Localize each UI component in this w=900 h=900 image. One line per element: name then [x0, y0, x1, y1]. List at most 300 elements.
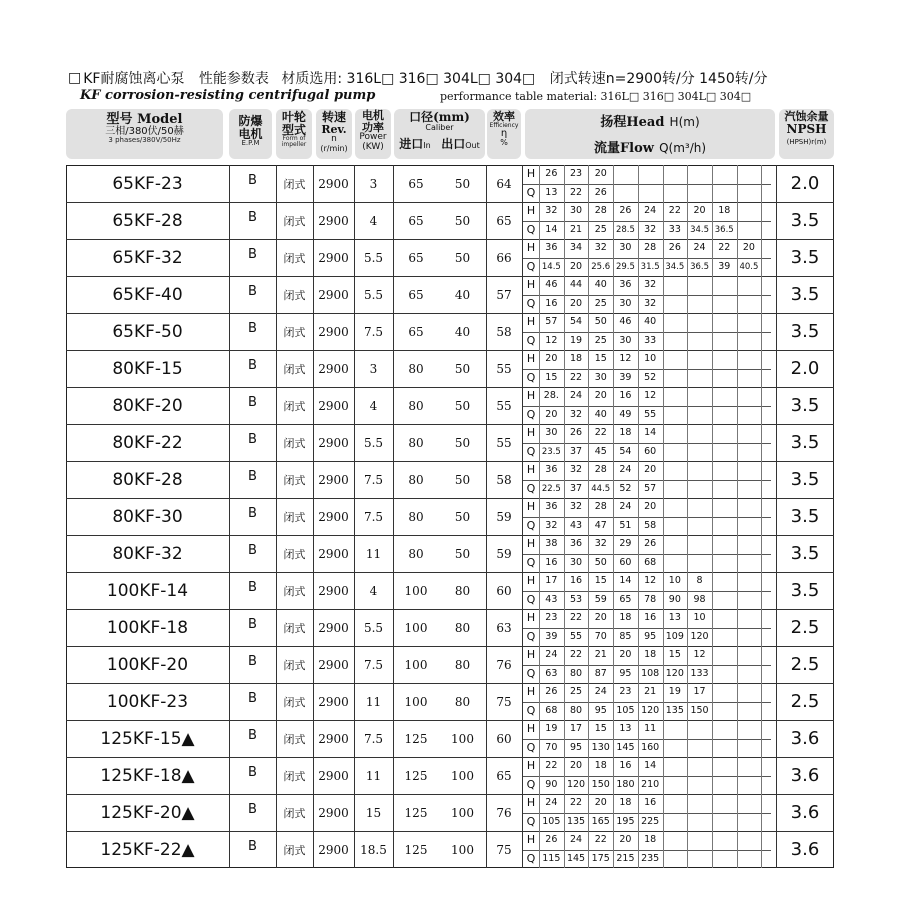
cell-eff: 75	[496, 694, 512, 709]
cell-impeller: 闭式	[283, 584, 306, 598]
row-label-q: Q	[526, 777, 536, 791]
flow-value: 36.5	[714, 224, 734, 235]
cell-impeller: 闭式	[283, 621, 306, 635]
cell-npsh: 3.6	[790, 839, 820, 860]
head-value: 22	[668, 205, 681, 216]
head-value: 26	[569, 427, 583, 438]
head-value: 12	[619, 353, 632, 364]
cell-eff: 58	[496, 472, 512, 487]
cell-out: 50	[454, 546, 471, 561]
flow-value: 55	[569, 630, 583, 642]
cell-out: 50	[454, 509, 471, 524]
flow-value: 135	[665, 704, 684, 716]
flow-value: 70	[594, 630, 607, 642]
head-value: 32	[569, 464, 583, 475]
flow-value: 145	[616, 741, 635, 753]
flow-value: 120	[566, 778, 586, 790]
cell-out: 80	[454, 694, 471, 709]
row-label-q: Q	[526, 444, 536, 458]
cell-model: 100KF-14	[106, 580, 189, 601]
flow-value: 80	[569, 667, 583, 679]
cell-out: 50	[454, 176, 471, 191]
flow-value: 25	[594, 297, 607, 309]
head-flow-grid	[523, 646, 771, 683]
head-flow-grid	[523, 609, 771, 646]
row-label-q: Q	[526, 851, 536, 865]
header-model-sub2: 3 phases/380V/50Hz	[108, 136, 181, 145]
flow-value: 34.5	[690, 224, 709, 235]
header-epm-en: E.P.M	[241, 139, 260, 148]
header-head-cn: 扬程Head	[600, 115, 665, 130]
cell-epm: B	[248, 802, 257, 817]
head-value: 20	[545, 353, 558, 364]
flow-value: 105	[616, 704, 635, 716]
title-line	[68, 68, 878, 90]
row-label-q: Q	[526, 296, 536, 310]
cell-in: 100	[404, 620, 428, 635]
cell-model: 65KF-28	[112, 210, 183, 231]
row-label-h: H	[526, 426, 536, 439]
cell-npsh: 2.5	[790, 691, 820, 712]
flow-value: 95	[594, 704, 607, 716]
cell-out: 80	[454, 583, 471, 598]
flow-value: 95	[644, 630, 657, 642]
cell-epm: B	[248, 321, 257, 336]
head-value: 32	[594, 242, 607, 253]
flow-value: 109	[665, 630, 684, 642]
cell-epm: B	[248, 210, 257, 225]
cell-power: 5.5	[363, 620, 384, 635]
flow-value: 26	[594, 186, 607, 198]
flow-value: 39	[619, 371, 632, 383]
head-flow-grid	[523, 572, 771, 609]
cell-npsh: 3.5	[790, 506, 820, 527]
flow-value: 150	[690, 704, 709, 716]
flow-value: 85	[619, 630, 632, 642]
header-eff-unit: %	[500, 138, 508, 148]
head-value: 32	[569, 501, 583, 512]
head-value: 54	[569, 316, 583, 327]
flow-value: 145	[566, 852, 586, 864]
header-eff-cn: 效率	[493, 110, 515, 123]
cell-epm: B	[248, 173, 257, 188]
cell-impeller: 闭式	[283, 436, 306, 450]
flow-value: 90	[545, 778, 558, 790]
header-epm	[229, 109, 272, 159]
row-label-h: H	[526, 537, 536, 550]
cell-in: 80	[408, 509, 424, 524]
row-label-h: H	[526, 500, 536, 513]
head-flow-grid	[523, 720, 771, 757]
cell-power: 5.5	[363, 250, 384, 265]
flow-value: 39	[718, 260, 731, 272]
row-label-q: Q	[526, 740, 536, 754]
row-label-h: H	[526, 796, 536, 809]
head-flow-grid	[523, 313, 771, 350]
cell-model: 80KF-20	[112, 395, 183, 416]
head-value: 16	[619, 390, 632, 401]
head-value: 22	[569, 612, 583, 623]
flow-value: 195	[616, 815, 635, 827]
head-value: 23	[545, 612, 558, 623]
cell-rev: 2900	[318, 768, 349, 783]
cell-power: 15	[365, 805, 382, 820]
head-value: 24	[545, 649, 558, 660]
cell-impeller: 闭式	[283, 251, 306, 265]
cell-power: 7.5	[363, 472, 384, 487]
head-value: 19	[668, 686, 681, 697]
header-caliber-in-en: In	[423, 140, 431, 150]
cell-epm: B	[248, 617, 257, 632]
head-value: 13	[619, 723, 632, 734]
cell-out: 50	[454, 398, 471, 413]
flow-value: 32	[644, 297, 657, 309]
flow-value: 63	[545, 667, 558, 679]
head-value: 22	[569, 649, 583, 660]
cell-epm: B	[248, 839, 257, 854]
cell-out: 50	[454, 435, 471, 450]
flow-value: 49	[619, 408, 632, 420]
cell-rev: 2900	[318, 731, 349, 746]
header-rev-unit: (r/min)	[320, 143, 348, 153]
cell-power: 5.5	[363, 287, 384, 302]
flow-value: 133	[690, 667, 709, 679]
head-value: 20	[594, 797, 607, 808]
cell-impeller: 闭式	[283, 288, 306, 302]
cell-out: 80	[454, 657, 471, 672]
cell-eff: 55	[496, 398, 512, 413]
cell-npsh: 3.6	[790, 802, 820, 823]
head-value: 18	[644, 649, 657, 660]
cell-eff: 75	[496, 842, 512, 857]
title-main: KF耐腐蚀离心泵	[83, 71, 185, 87]
cell-npsh: 3.5	[790, 321, 820, 342]
flow-value: 36.5	[690, 261, 709, 272]
cell-in: 80	[408, 398, 424, 413]
flow-value: 45	[594, 445, 607, 457]
flow-value: 30	[619, 334, 632, 346]
head-value: 20	[742, 242, 755, 253]
row-label-h: H	[526, 685, 536, 698]
cell-out: 100	[451, 842, 474, 857]
head-value: 16	[644, 612, 657, 623]
flow-value: 20	[545, 408, 558, 420]
header-head-flow	[525, 109, 775, 159]
flow-value: 21	[569, 223, 583, 235]
flow-value: 60	[644, 445, 657, 457]
flow-value: 52	[644, 371, 657, 383]
cell-in: 65	[408, 250, 424, 265]
cell-impeller: 闭式	[283, 473, 306, 487]
row-label-q: Q	[526, 259, 536, 273]
head-value: 46	[545, 279, 558, 290]
cell-model: 80KF-15	[112, 358, 183, 379]
cell-in: 80	[408, 472, 424, 487]
head-value: 32	[594, 538, 607, 549]
flow-value: 40	[594, 408, 607, 420]
head-value: 21	[644, 686, 657, 697]
head-value: 15	[594, 353, 607, 364]
head-flow-grid	[523, 757, 771, 794]
flow-value: 32	[545, 519, 558, 531]
cell-model: 125KF-18▲	[100, 765, 195, 786]
head-value: 28	[644, 242, 657, 253]
cell-power: 5.5	[363, 435, 384, 450]
header-npsh-unit: (HPSH)r(m)	[786, 138, 827, 147]
cell-eff: 60	[496, 731, 512, 746]
row-label-h: H	[526, 648, 536, 661]
cell-model: 80KF-22	[112, 432, 183, 453]
head-value: 15	[594, 575, 607, 586]
head-value: 26	[545, 168, 558, 179]
head-value: 28	[594, 205, 607, 216]
cell-model: 125KF-20▲	[100, 802, 195, 823]
cell-out: 40	[454, 324, 471, 339]
cell-power: 3	[369, 176, 378, 191]
cell-impeller: 闭式	[283, 695, 306, 709]
cell-npsh: 2.0	[790, 173, 820, 194]
cell-model: 100KF-18	[106, 617, 189, 638]
row-label-h: H	[526, 204, 536, 217]
cell-rev: 2900	[318, 176, 349, 191]
header-power-unit: (KW)	[362, 141, 384, 152]
head-value: 28	[594, 464, 607, 475]
cell-power: 7.5	[363, 657, 384, 672]
head-value: 40	[594, 279, 607, 290]
cell-npsh: 3.5	[790, 432, 820, 453]
cell-power: 4	[369, 398, 378, 413]
head-value: 19	[545, 723, 558, 734]
header-npsh	[779, 109, 834, 159]
head-value: 38	[545, 538, 558, 549]
cell-impeller: 闭式	[283, 806, 306, 820]
cell-eff: 65	[496, 768, 512, 783]
flow-value: 68	[644, 556, 657, 568]
cell-impeller: 闭式	[283, 732, 306, 746]
head-value: 30	[569, 205, 583, 216]
head-value: 20	[619, 649, 632, 660]
flow-value: 215	[616, 852, 635, 864]
head-value: 10	[668, 575, 681, 586]
head-flow-grid	[523, 498, 771, 535]
header-eff-sym: η	[500, 127, 508, 139]
head-value: 32	[644, 279, 657, 290]
cell-in: 125	[404, 768, 428, 783]
flow-value: 30	[619, 297, 632, 309]
cell-epm: B	[248, 469, 257, 484]
flow-value: 43	[569, 519, 583, 531]
flow-value: 23.5	[541, 446, 561, 457]
header-caliber-out-cn: 出口	[441, 136, 466, 151]
flow-value: 95	[569, 741, 583, 753]
cell-model: 65KF-23	[112, 173, 183, 194]
cell-out: 80	[454, 620, 471, 635]
cell-power: 11	[365, 546, 382, 561]
cell-rev: 2900	[318, 472, 349, 487]
cell-out: 40	[454, 287, 471, 302]
row-label-q: Q	[526, 185, 536, 199]
head-value: 24	[619, 464, 632, 475]
row-label-q: Q	[526, 629, 536, 643]
cell-npsh: 3.6	[790, 728, 820, 749]
header-model-sub1: 三相/380伏/50赫	[105, 125, 184, 137]
cell-in: 80	[408, 361, 424, 376]
header-rev-cn: 转速	[321, 110, 346, 124]
cell-npsh: 3.5	[790, 247, 820, 268]
cell-out: 50	[454, 213, 471, 228]
row-label-h: H	[526, 241, 536, 254]
cell-impeller: 闭式	[283, 362, 306, 376]
title-checkbox: □	[68, 70, 82, 86]
row-label-q: Q	[526, 333, 536, 347]
head-value: 50	[594, 316, 607, 327]
head-flow-grid	[523, 202, 771, 239]
flow-value: 12	[545, 334, 558, 346]
cell-impeller: 闭式	[283, 769, 306, 783]
flow-value: 87	[594, 667, 607, 679]
cell-model: 100KF-23	[106, 691, 189, 712]
cell-model: 65KF-50	[112, 321, 183, 342]
cell-rev: 2900	[318, 583, 349, 598]
head-value: 20	[594, 390, 607, 401]
cell-epm: B	[248, 543, 257, 558]
head-value: 24	[693, 242, 706, 253]
cell-rev: 2900	[318, 287, 349, 302]
cell-in: 65	[408, 287, 424, 302]
header-impeller	[276, 109, 312, 159]
header-power	[355, 109, 391, 159]
flow-value: 33	[644, 334, 657, 346]
head-value: 18	[644, 834, 657, 845]
flow-value: 225	[641, 815, 660, 827]
head-value: 21	[594, 649, 607, 660]
flow-value: 40.5	[739, 261, 759, 272]
header-model-title: 型号 Model	[106, 112, 183, 127]
cell-epm: B	[248, 654, 257, 669]
flow-value: 16	[545, 297, 558, 309]
head-value: 20	[644, 464, 657, 475]
flow-value: 31.5	[640, 261, 660, 272]
head-flow-grid	[523, 165, 771, 202]
head-flow-grid	[523, 350, 771, 387]
flow-value: 60	[619, 556, 632, 568]
cell-epm: B	[248, 247, 257, 262]
cell-in: 100	[404, 657, 428, 672]
row-label-h: H	[526, 722, 536, 735]
cell-model: 125KF-15▲	[100, 728, 195, 749]
row-label-h: H	[526, 463, 536, 476]
head-value: 12	[644, 390, 657, 401]
cell-eff: 76	[496, 805, 512, 820]
head-value: 29	[619, 538, 632, 549]
cell-eff: 65	[496, 213, 512, 228]
flow-value: 70	[545, 741, 558, 753]
cell-npsh: 3.5	[790, 284, 820, 305]
head-value: 18	[594, 760, 607, 771]
cell-rev: 2900	[318, 620, 349, 635]
row-label-q: Q	[526, 666, 536, 680]
flow-value: 39	[545, 630, 558, 642]
head-value: 11	[644, 723, 657, 734]
cell-eff: 58	[496, 324, 512, 339]
head-value: 17	[545, 575, 558, 586]
row-label-q: Q	[526, 703, 536, 717]
cell-eff: 64	[496, 176, 512, 191]
head-value: 24	[619, 501, 632, 512]
head-value: 26	[619, 205, 632, 216]
cell-out: 50	[454, 472, 471, 487]
head-value: 26	[545, 686, 558, 697]
header-eff-en: Efficiency	[489, 121, 519, 129]
flow-value: 98	[693, 593, 706, 605]
flow-value: 37	[569, 482, 583, 494]
title-material: 材质选用: 316L□ 316□ 304L□ 304□	[281, 71, 536, 87]
header-impeller-cn2: 型式	[281, 122, 306, 137]
cell-out: 50	[454, 250, 471, 265]
cell-rev: 2900	[318, 694, 349, 709]
cell-in: 100	[404, 583, 428, 598]
flow-value: 78	[644, 593, 657, 605]
head-value: 17	[569, 723, 583, 734]
row-label-h: H	[526, 167, 536, 180]
head-value: 22	[569, 797, 583, 808]
cell-model: 80KF-30	[112, 506, 183, 527]
head-value: 24	[569, 834, 583, 845]
cell-epm: B	[248, 395, 257, 410]
head-flow-grid	[523, 683, 771, 720]
flow-value: 25	[594, 223, 607, 235]
head-value: 46	[619, 316, 632, 327]
head-value: 14	[644, 760, 657, 771]
cell-out: 100	[451, 731, 474, 746]
flow-value: 47	[594, 519, 607, 531]
flow-value: 20	[569, 260, 583, 272]
head-flow-grid	[523, 424, 771, 461]
header-impeller-en: Form of impeller	[281, 135, 307, 149]
flow-value: 50	[594, 556, 607, 568]
flow-value: 95	[619, 667, 632, 679]
head-value: 23	[569, 168, 583, 179]
header-caliber	[394, 109, 485, 159]
row-label-q: Q	[526, 518, 536, 532]
cell-impeller: 闭式	[283, 399, 306, 413]
head-flow-grid	[523, 535, 771, 572]
header-flow-cn: 流量Flow	[593, 140, 654, 156]
header-epm-cn1: 防爆	[238, 114, 263, 128]
cell-rev: 2900	[318, 324, 349, 339]
flow-value: 30	[569, 556, 583, 568]
head-flow-grid	[523, 461, 771, 498]
header-impeller-cn1: 叶轮	[281, 110, 306, 124]
head-flow-grid	[523, 276, 771, 313]
header-rev-sym: n	[331, 134, 337, 145]
title-en: KF corrosion-resisting centrifugal pump	[80, 88, 376, 103]
head-value: 22	[545, 760, 558, 771]
flow-value: 90	[668, 593, 681, 605]
cell-power: 4	[369, 583, 378, 598]
header-rev	[316, 109, 352, 159]
cell-power: 7.5	[363, 509, 384, 524]
head-value: 15	[594, 723, 607, 734]
cell-power: 7.5	[363, 731, 384, 746]
flow-value: 16	[545, 556, 558, 568]
cell-eff: 55	[496, 361, 512, 376]
cell-eff: 59	[496, 546, 512, 561]
row-label-h: H	[526, 278, 536, 291]
flow-value: 19	[569, 334, 583, 346]
header-rev-en: Rev.	[321, 122, 347, 136]
head-value: 24	[545, 797, 558, 808]
